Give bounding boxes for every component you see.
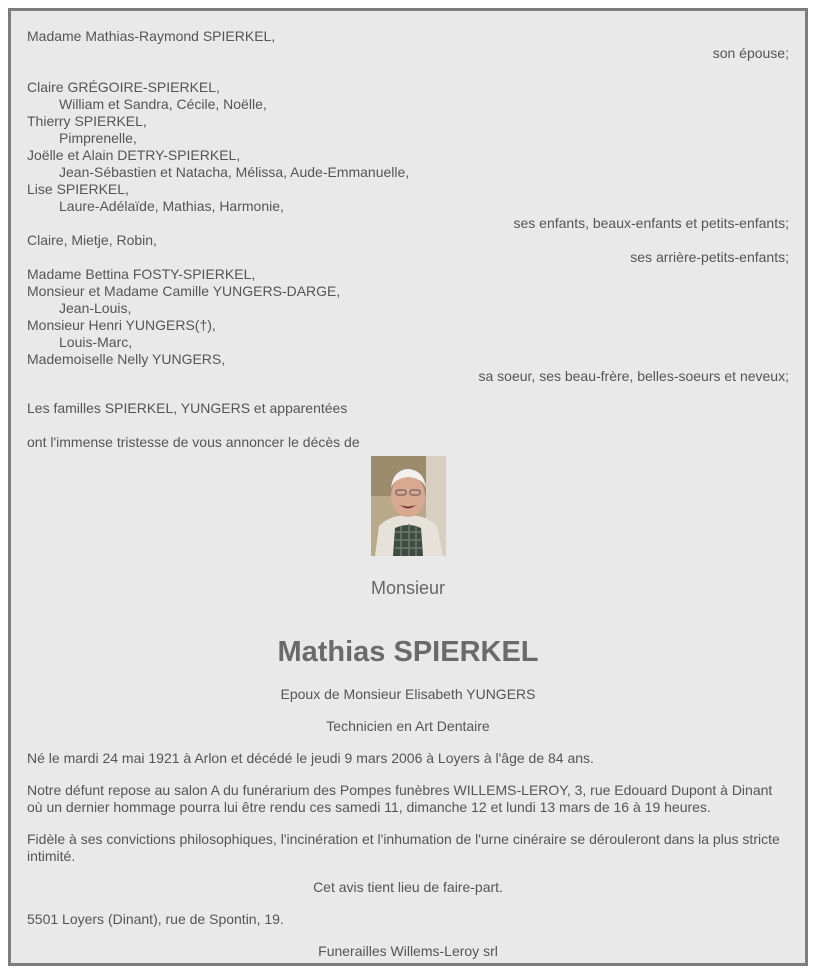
sibling-name: Monsieur et Madame Camille YUNGERS-DARGE,	[27, 283, 341, 299]
deceased-spouse: Epoux de Monsieur Elisabeth YUNGERS	[280, 686, 536, 702]
grandchildren-names: Jean-Sébastien et Natacha, Mélissa, Aude-Emmanuelle,	[59, 164, 410, 180]
funeral-home: Funerailles Willems-Leroy srl	[318, 943, 498, 959]
notice-line: Cet avis tient lieu de faire-part.	[313, 879, 503, 895]
obituary-content	[27, 28, 789, 960]
announcement-line: ont l'immense tristesse de vous annoncer le décès de	[27, 434, 360, 450]
child-name: Thierry SPIERKEL,	[27, 113, 147, 129]
notice-frame	[8, 8, 808, 966]
sibling-name: Mademoiselle Nelly YUNGERS,	[27, 351, 226, 367]
nephew-names: Jean-Louis,	[59, 300, 132, 316]
grandchildren-names: Laure-Adélaïde, Mathias, Harmonie,	[59, 198, 284, 214]
nephew-names: Louis-Marc,	[59, 334, 133, 350]
child-name: Lise SPIERKEL,	[27, 181, 129, 197]
sibling-name: Monsieur Henri YUNGERS(†),	[27, 317, 216, 333]
grandchildren-names: Pimprenelle,	[59, 130, 137, 146]
child-name: Joëlle et Alain DETRY-SPIERKEL,	[27, 147, 241, 163]
ceremony-info: Fidèle à ses convictions philosophiques, l'incinération et l'inhumation de l'urne cinéraire se dérouleront dans la plus stricte intimité.	[27, 831, 780, 864]
deceased-profession: Technicien en Art Dentaire	[326, 718, 490, 734]
great-grandchildren-role: ses arrière-petits-enfants;	[630, 249, 789, 265]
great-grandchildren-names: Claire, Mietje, Robin,	[27, 232, 157, 248]
deceased-photo	[371, 456, 446, 556]
child-name: Claire GRÉGOIRE-SPIERKEL,	[27, 79, 220, 95]
spouse-name: Madame Mathias-Raymond SPIERKEL,	[27, 28, 276, 44]
families-line: Les familles SPIERKEL, YUNGERS et apparentées	[27, 400, 348, 416]
deceased-title: Monsieur	[370, 578, 446, 598]
repose-info: Notre défunt repose au salon A du funérarium des Pompes funèbres WILLEMS-LEROY, 3, rue Edouard Dupont à Dinant où un dernier hommage pourra lui être rendu ces samedi 11, dimanche 12 et lundi 13 mars de 16 à 19 heures.	[27, 782, 773, 815]
birth-death-info: Né le mardi 24 mai 1921 à Arlon et décédé le jeudi 9 mars 2006 à Loyers à l'âge de 84 ans.	[27, 750, 594, 766]
deceased-name: Mathias SPIERKEL	[277, 636, 539, 668]
sibling-name: Madame Bettina FOSTY-SPIERKEL,	[27, 266, 256, 282]
address-line: 5501 Loyers (Dinant), rue de Spontin, 19.	[27, 911, 284, 927]
spouse-role: son épouse;	[712, 45, 789, 61]
photo-container	[27, 456, 789, 556]
siblings-role: sa soeur, ses beau-frère, belles-soeurs et neveux;	[478, 368, 789, 384]
children-role: ses enfants, beaux-enfants et petits-enfants;	[513, 215, 789, 231]
grandchildren-names: William et Sandra, Cécile, Noëlle,	[59, 96, 267, 112]
